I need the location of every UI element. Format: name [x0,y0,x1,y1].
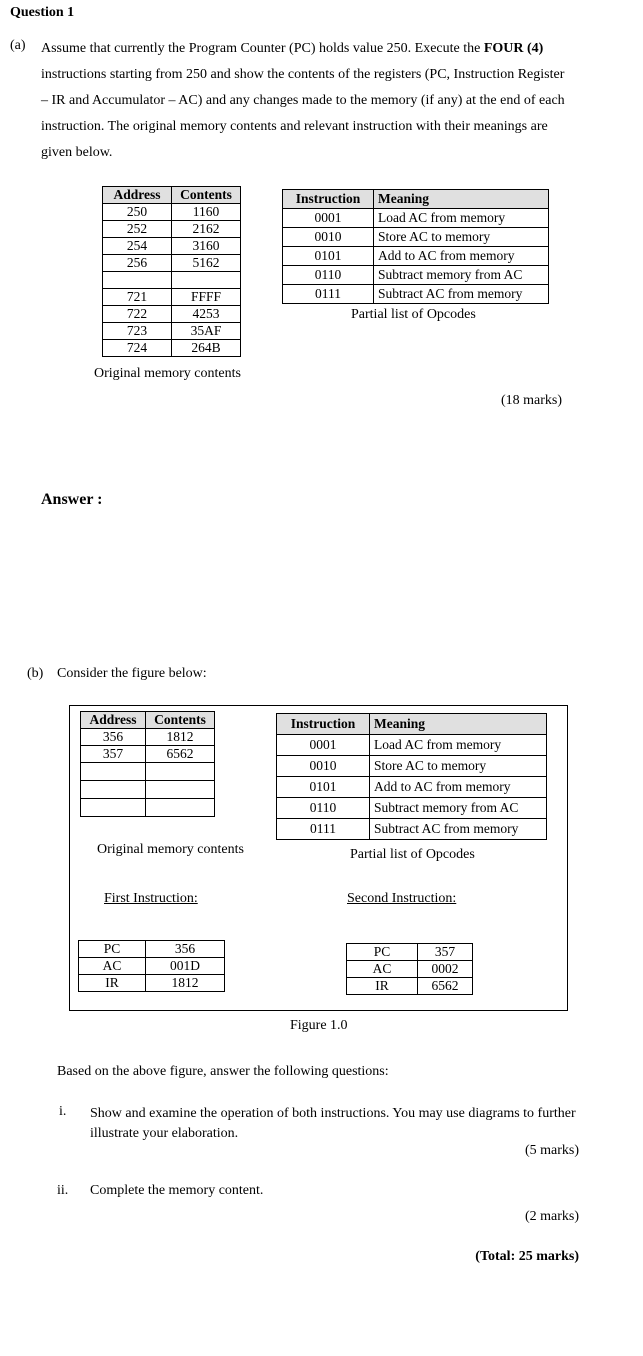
table-row [347,978,473,995]
part-a-paragraph [41,36,571,166]
header-meaning: Meaning [374,190,549,209]
table-row [277,819,547,840]
register-name: IR [79,975,146,992]
based-on-text: Based on the above figure, answer the following questions: [57,1064,389,1079]
header-address: Address [103,187,172,204]
contents-cell: 35AF [172,323,241,340]
contents-cell: FFFF [172,289,241,306]
contents-cell: 3160 [172,238,241,255]
table-row-blank [81,781,215,799]
address-cell: 722 [103,306,172,323]
meaning-cell: Store AC to memory [374,228,549,247]
meaning-cell: Add to AC from memory [374,247,549,266]
contents-cell: 5162 [172,255,241,272]
header-address: Address [81,712,146,729]
opcode-cell: 0111 [283,285,374,304]
opcode-cell: 0001 [277,735,370,756]
table-row [103,221,241,238]
meaning-cell: Subtract memory from AC [370,798,547,819]
register-name: IR [347,978,418,995]
blank-cell [103,272,172,289]
total-marks: (Total: 25 marks) [475,1249,579,1264]
address-cell: 250 [103,204,172,221]
table-row [81,729,215,746]
table-row [103,289,241,306]
address-cell: 721 [103,289,172,306]
answer-label: Answer : [41,491,103,508]
table-row-blank [103,272,241,289]
meaning-cell: Subtract AC from memory [374,285,549,304]
question-i-marks: (5 marks) [524,1143,579,1158]
contents-cell: 6562 [146,746,215,763]
header-instruction: Instruction [277,714,370,735]
address-cell: 357 [81,746,146,763]
opcode-cell: 0010 [283,228,374,247]
address-cell: 356 [81,729,146,746]
second-instruction-registers [346,943,473,995]
meaning-cell: Add to AC from memory [370,777,547,798]
part-a-bold-four: FOUR (4) [483,41,544,56]
opcode-cell: 0110 [277,798,370,819]
question-title: Question 1 [10,5,75,20]
part-a-marks: (18 marks) [500,393,562,408]
part-b-label: (b) [27,666,44,681]
meaning-cell: Subtract memory from AC [374,266,549,285]
meaning-cell: Load AC from memory [370,735,547,756]
table-row [277,777,547,798]
header-contents: Contents [146,712,215,729]
table-row [347,961,473,978]
table-row [277,798,547,819]
register-name: AC [79,958,146,975]
register-value: 001D [146,958,225,975]
meaning-cell: Store AC to memory [370,756,547,777]
opcode-cell: 0101 [283,247,374,266]
blank-cell [81,781,146,799]
blank-cell [146,799,215,817]
blank-cell [81,799,146,817]
blank-cell [146,781,215,799]
opcode-cell: 0101 [277,777,370,798]
table-row [103,340,241,357]
table-row [103,255,241,272]
register-name: AC [347,961,418,978]
first-instruction-registers [78,940,225,992]
address-cell: 724 [103,340,172,357]
address-cell: 256 [103,255,172,272]
part-a-opcode-caption: Partial list of Opcodes [351,307,476,322]
register-value: 357 [418,944,473,961]
header-contents: Contents [172,187,241,204]
register-value: 6562 [418,978,473,995]
blank-cell [81,763,146,781]
table-row [81,746,215,763]
table-row [283,247,549,266]
question-i-number: i. [59,1104,67,1119]
part-b-intro: Consider the figure below: [57,666,207,681]
meaning-cell: Subtract AC from memory [370,819,547,840]
table-row [103,306,241,323]
address-cell: 723 [103,323,172,340]
first-instruction-label: First Instruction: [104,891,198,906]
question-ii-marks: (2 marks) [524,1209,579,1224]
part-b-memory-table [80,711,215,817]
table-row [283,285,549,304]
question-ii-number: ii. [57,1183,69,1198]
part-b-memory-caption: Original memory contents [97,842,244,857]
register-value: 356 [146,941,225,958]
register-name: PC [347,944,418,961]
contents-cell: 1160 [172,204,241,221]
table-row-blank [81,799,215,817]
table-row [103,323,241,340]
opcode-cell: 0001 [283,209,374,228]
table-row [283,266,549,285]
contents-cell: 264B [172,340,241,357]
meaning-cell: Load AC from memory [374,209,549,228]
header-instruction: Instruction [283,190,374,209]
part-a-label: (a) [10,38,26,53]
table-row [103,238,241,255]
contents-cell: 2162 [172,221,241,238]
table-row [277,735,547,756]
blank-cell [172,272,241,289]
opcode-cell: 0010 [277,756,370,777]
contents-cell: 1812 [146,729,215,746]
address-cell: 254 [103,238,172,255]
part-a-text-2: instructions starting from 250 and show the contents of the registers (PC, Instruction Register – IR and Accumulator – AC) and any changes made to the memory (if any) at the end of each instruction. The original memory contents and relevant instruction with their meanings are given below. [41,67,565,160]
part-a-memory-table [102,186,241,357]
table-row [79,975,225,992]
opcode-cell: 0111 [277,819,370,840]
table-row-blank [81,763,215,781]
opcode-cell: 0110 [283,266,374,285]
figure-caption: Figure 1.0 [290,1018,348,1033]
table-row [79,941,225,958]
table-row [347,944,473,961]
second-instruction-label: Second Instruction: [347,891,457,906]
table-row [103,204,241,221]
table-row [79,958,225,975]
table-row [283,228,549,247]
blank-cell [146,763,215,781]
register-name: PC [79,941,146,958]
question-ii-text: Complete the memory content. [90,1183,264,1198]
address-cell: 252 [103,221,172,238]
question-i-text: Show and examine the operation of both instructions. You may use diagrams to further illustrate your elaboration. [90,1106,576,1141]
register-value: 0002 [418,961,473,978]
contents-cell: 4253 [172,306,241,323]
part-b-opcode-caption: Partial list of Opcodes [350,847,475,862]
register-value: 1812 [146,975,225,992]
part-a-text-1: Assume that currently the Program Counter (PC) holds value 250. Execute the [41,41,484,56]
table-row [283,209,549,228]
part-a-memory-caption: Original memory contents [94,366,241,381]
part-b-opcode-table [276,713,547,840]
header-meaning: Meaning [370,714,547,735]
table-row [277,756,547,777]
part-a-opcode-table [282,189,549,304]
